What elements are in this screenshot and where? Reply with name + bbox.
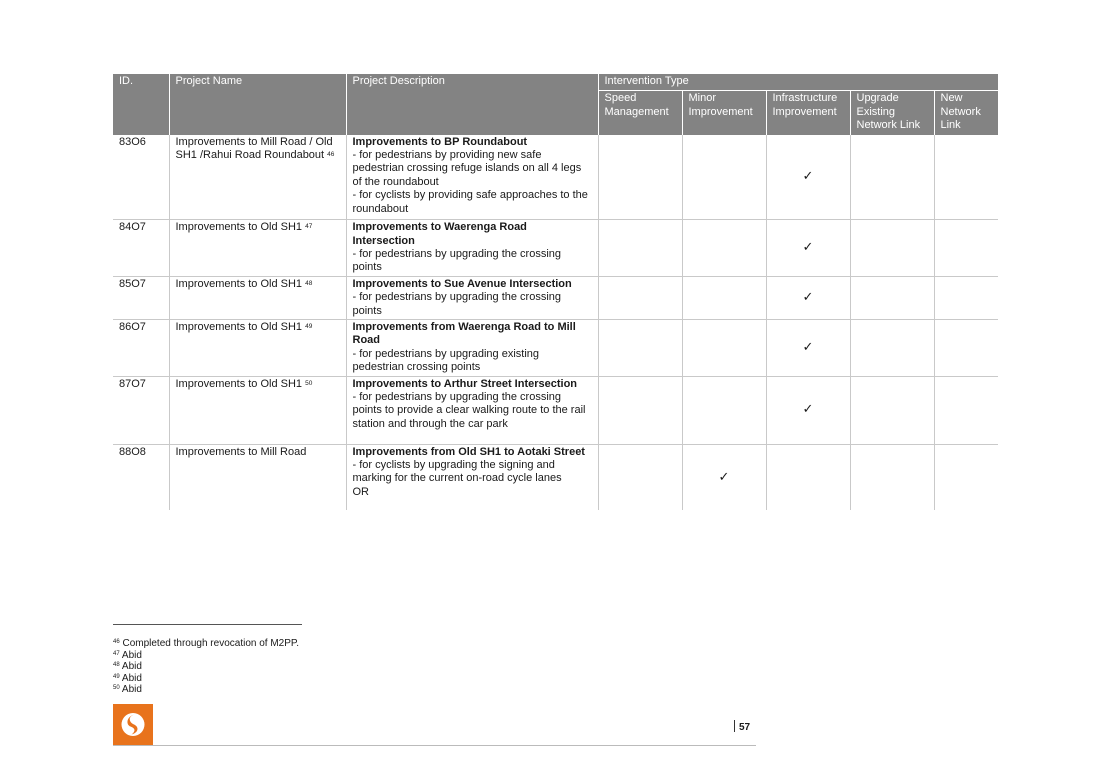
description-line: OR (352, 485, 369, 498)
header-project-description: Project Description (346, 74, 598, 135)
page-number-value: 57 (739, 722, 751, 733)
cell-intervention-2 (766, 444, 850, 510)
cell-intervention-2 (766, 376, 850, 444)
cell-intervention-3 (850, 220, 934, 277)
footnote-ref: 46 (327, 151, 335, 159)
cell-project-name (169, 444, 346, 510)
cell-project-description (346, 319, 598, 376)
footnote-text: Abid (121, 684, 142, 696)
footnote-item (113, 684, 299, 696)
cell-intervention-1 (682, 220, 766, 277)
cell-intervention-0 (598, 276, 682, 319)
cell-project-name (169, 276, 346, 319)
cell-intervention-4 (934, 444, 998, 510)
table-header (113, 74, 998, 135)
project-name-text: Improvements to Old SH1 (175, 320, 303, 333)
footnote-item (113, 673, 299, 685)
cell-intervention-1 (682, 376, 766, 444)
cell-project-name (169, 376, 346, 444)
description-title: Improvements to Waerenga Road Intersection (352, 221, 527, 247)
cell-intervention-1 (682, 444, 766, 510)
checkmark-icon: ✓ (802, 169, 814, 185)
cell-intervention-2 (766, 135, 850, 220)
cell-id: 88O8 (113, 444, 169, 510)
cell-id: 83O6 (113, 135, 169, 220)
cell-intervention-0 (598, 444, 682, 510)
cell-intervention-2 (766, 220, 850, 277)
description-title: Improvements to Arthur Street Intersection (352, 377, 578, 390)
checkmark-icon: ✓ (802, 240, 814, 256)
cell-intervention-0 (598, 319, 682, 376)
cell-intervention-2 (766, 276, 850, 319)
cell-intervention-4 (934, 319, 998, 376)
cell-intervention-4 (934, 135, 998, 220)
footnote-divider (113, 624, 302, 625)
cell-intervention-4 (934, 276, 998, 319)
footnote-text: Completed through revocation of M2PP. (122, 638, 300, 649)
swirl-logo-icon (113, 704, 153, 745)
header-id: ID. (113, 74, 169, 135)
checkmark-icon: ✓ (802, 290, 814, 306)
cell-project-name (169, 220, 346, 277)
cell-project-description (346, 444, 598, 510)
description-line: - for pedestrians by providing new safe pedestrian crossing refuge islands on all 4 legs of the roundabout (352, 149, 582, 188)
header-project-name: Project Name (169, 74, 346, 135)
table-row (113, 444, 998, 510)
project-name-text: Improvements to Old SH1 (175, 277, 303, 290)
footer-rule (113, 745, 756, 746)
description-line: - for cyclists by upgrading the signing and marking for the current on-road cycle lanes (352, 459, 562, 485)
cell-project-description (346, 276, 598, 319)
project-name-text: Improvements to Old SH1 (175, 377, 303, 390)
cell-intervention-4 (934, 376, 998, 444)
cell-intervention-3 (850, 376, 934, 444)
description-line: - for pedestrians by upgrading the crossing points to provide a clear walking route to the rail station and through the car park (352, 391, 586, 430)
table-body (113, 135, 998, 510)
footnote-ref: 49 (305, 322, 313, 330)
footnote-ref: 50 (305, 379, 313, 387)
description-line: - for pedestrians by upgrading the crossing points (352, 291, 562, 317)
cell-intervention-0 (598, 135, 682, 220)
cell-intervention-3 (850, 276, 934, 319)
page-number-divider (734, 720, 735, 732)
footnote-item (113, 650, 299, 662)
footnote-text: Abid (121, 672, 142, 684)
checkmark-icon: ✓ (718, 469, 730, 485)
description-title: Improvements to Sue Avenue Intersection (352, 277, 572, 290)
header-speed-management: Speed Management (598, 91, 682, 135)
footnote-number: 49 (113, 673, 120, 680)
cell-project-description (346, 220, 598, 277)
cell-intervention-3 (850, 319, 934, 376)
cell-id: 87O7 (113, 376, 169, 444)
header-infrastructure-improvement: Infrastructure Improvement (766, 91, 850, 135)
footnote-item (113, 638, 299, 650)
checkmark-icon: ✓ (802, 402, 814, 418)
cell-intervention-3 (850, 135, 934, 220)
footnote-ref: 47 (305, 223, 313, 231)
cell-project-name (169, 135, 346, 220)
cell-intervention-3 (850, 444, 934, 510)
header-new-network-link: New Network Link (934, 91, 998, 135)
table-row (113, 376, 998, 444)
header-minor-improvement: Minor Improvement (682, 91, 766, 135)
footnote-text: Abid (121, 661, 142, 673)
cell-project-name (169, 319, 346, 376)
description-line: - for pedestrians by upgrading the crossing points (352, 247, 562, 274)
description-line: - for cyclists by providing safe approaches to the roundabout (352, 189, 588, 215)
cell-project-description (346, 135, 598, 220)
footnote-number: 50 (113, 685, 120, 692)
project-name-text: Improvements to Old SH1 (175, 221, 303, 234)
project-name-text: Improvements to Mill Road / Old SH1 /Rahui Road Roundabout (175, 135, 333, 162)
footnote-text: Abid (121, 649, 142, 661)
cell-intervention-1 (682, 135, 766, 220)
header-upgrade-existing-network-link: Upgrade Existing Network Link (850, 91, 934, 135)
cell-intervention-2 (766, 319, 850, 376)
footnote-number: 48 (113, 662, 120, 669)
footnote-item (113, 661, 299, 673)
cell-project-description (346, 376, 598, 444)
footnote-number: 47 (113, 650, 120, 657)
table-row (113, 135, 998, 220)
cell-id: 85O7 (113, 276, 169, 319)
cell-intervention-0 (598, 220, 682, 277)
footnote-number: 46 (113, 639, 120, 645)
checkmark-icon: ✓ (802, 340, 814, 356)
description-title: Improvements from Old SH1 to Aotaki Street (352, 445, 585, 458)
footnote-ref: 48 (305, 279, 313, 287)
header-intervention-type: Intervention Type (598, 74, 998, 91)
description-line: - for pedestrians by upgrading existing pedestrian crossing points (352, 347, 539, 374)
description-title: Improvements to BP Roundabout (352, 135, 528, 148)
cell-id: 84O7 (113, 220, 169, 277)
cell-intervention-1 (682, 276, 766, 319)
cell-intervention-0 (598, 376, 682, 444)
cell-intervention-4 (934, 220, 998, 277)
page-number (734, 720, 750, 733)
footnotes (113, 638, 299, 696)
table-row (113, 276, 998, 319)
cell-intervention-1 (682, 319, 766, 376)
table-row (113, 319, 998, 376)
description-title: Improvements from Waerenga Road to Mill Road (352, 320, 576, 347)
table-row (113, 220, 998, 277)
cell-id: 86O7 (113, 319, 169, 376)
projects-table (113, 74, 998, 510)
project-name-text: Improvements to Mill Road (175, 445, 307, 458)
